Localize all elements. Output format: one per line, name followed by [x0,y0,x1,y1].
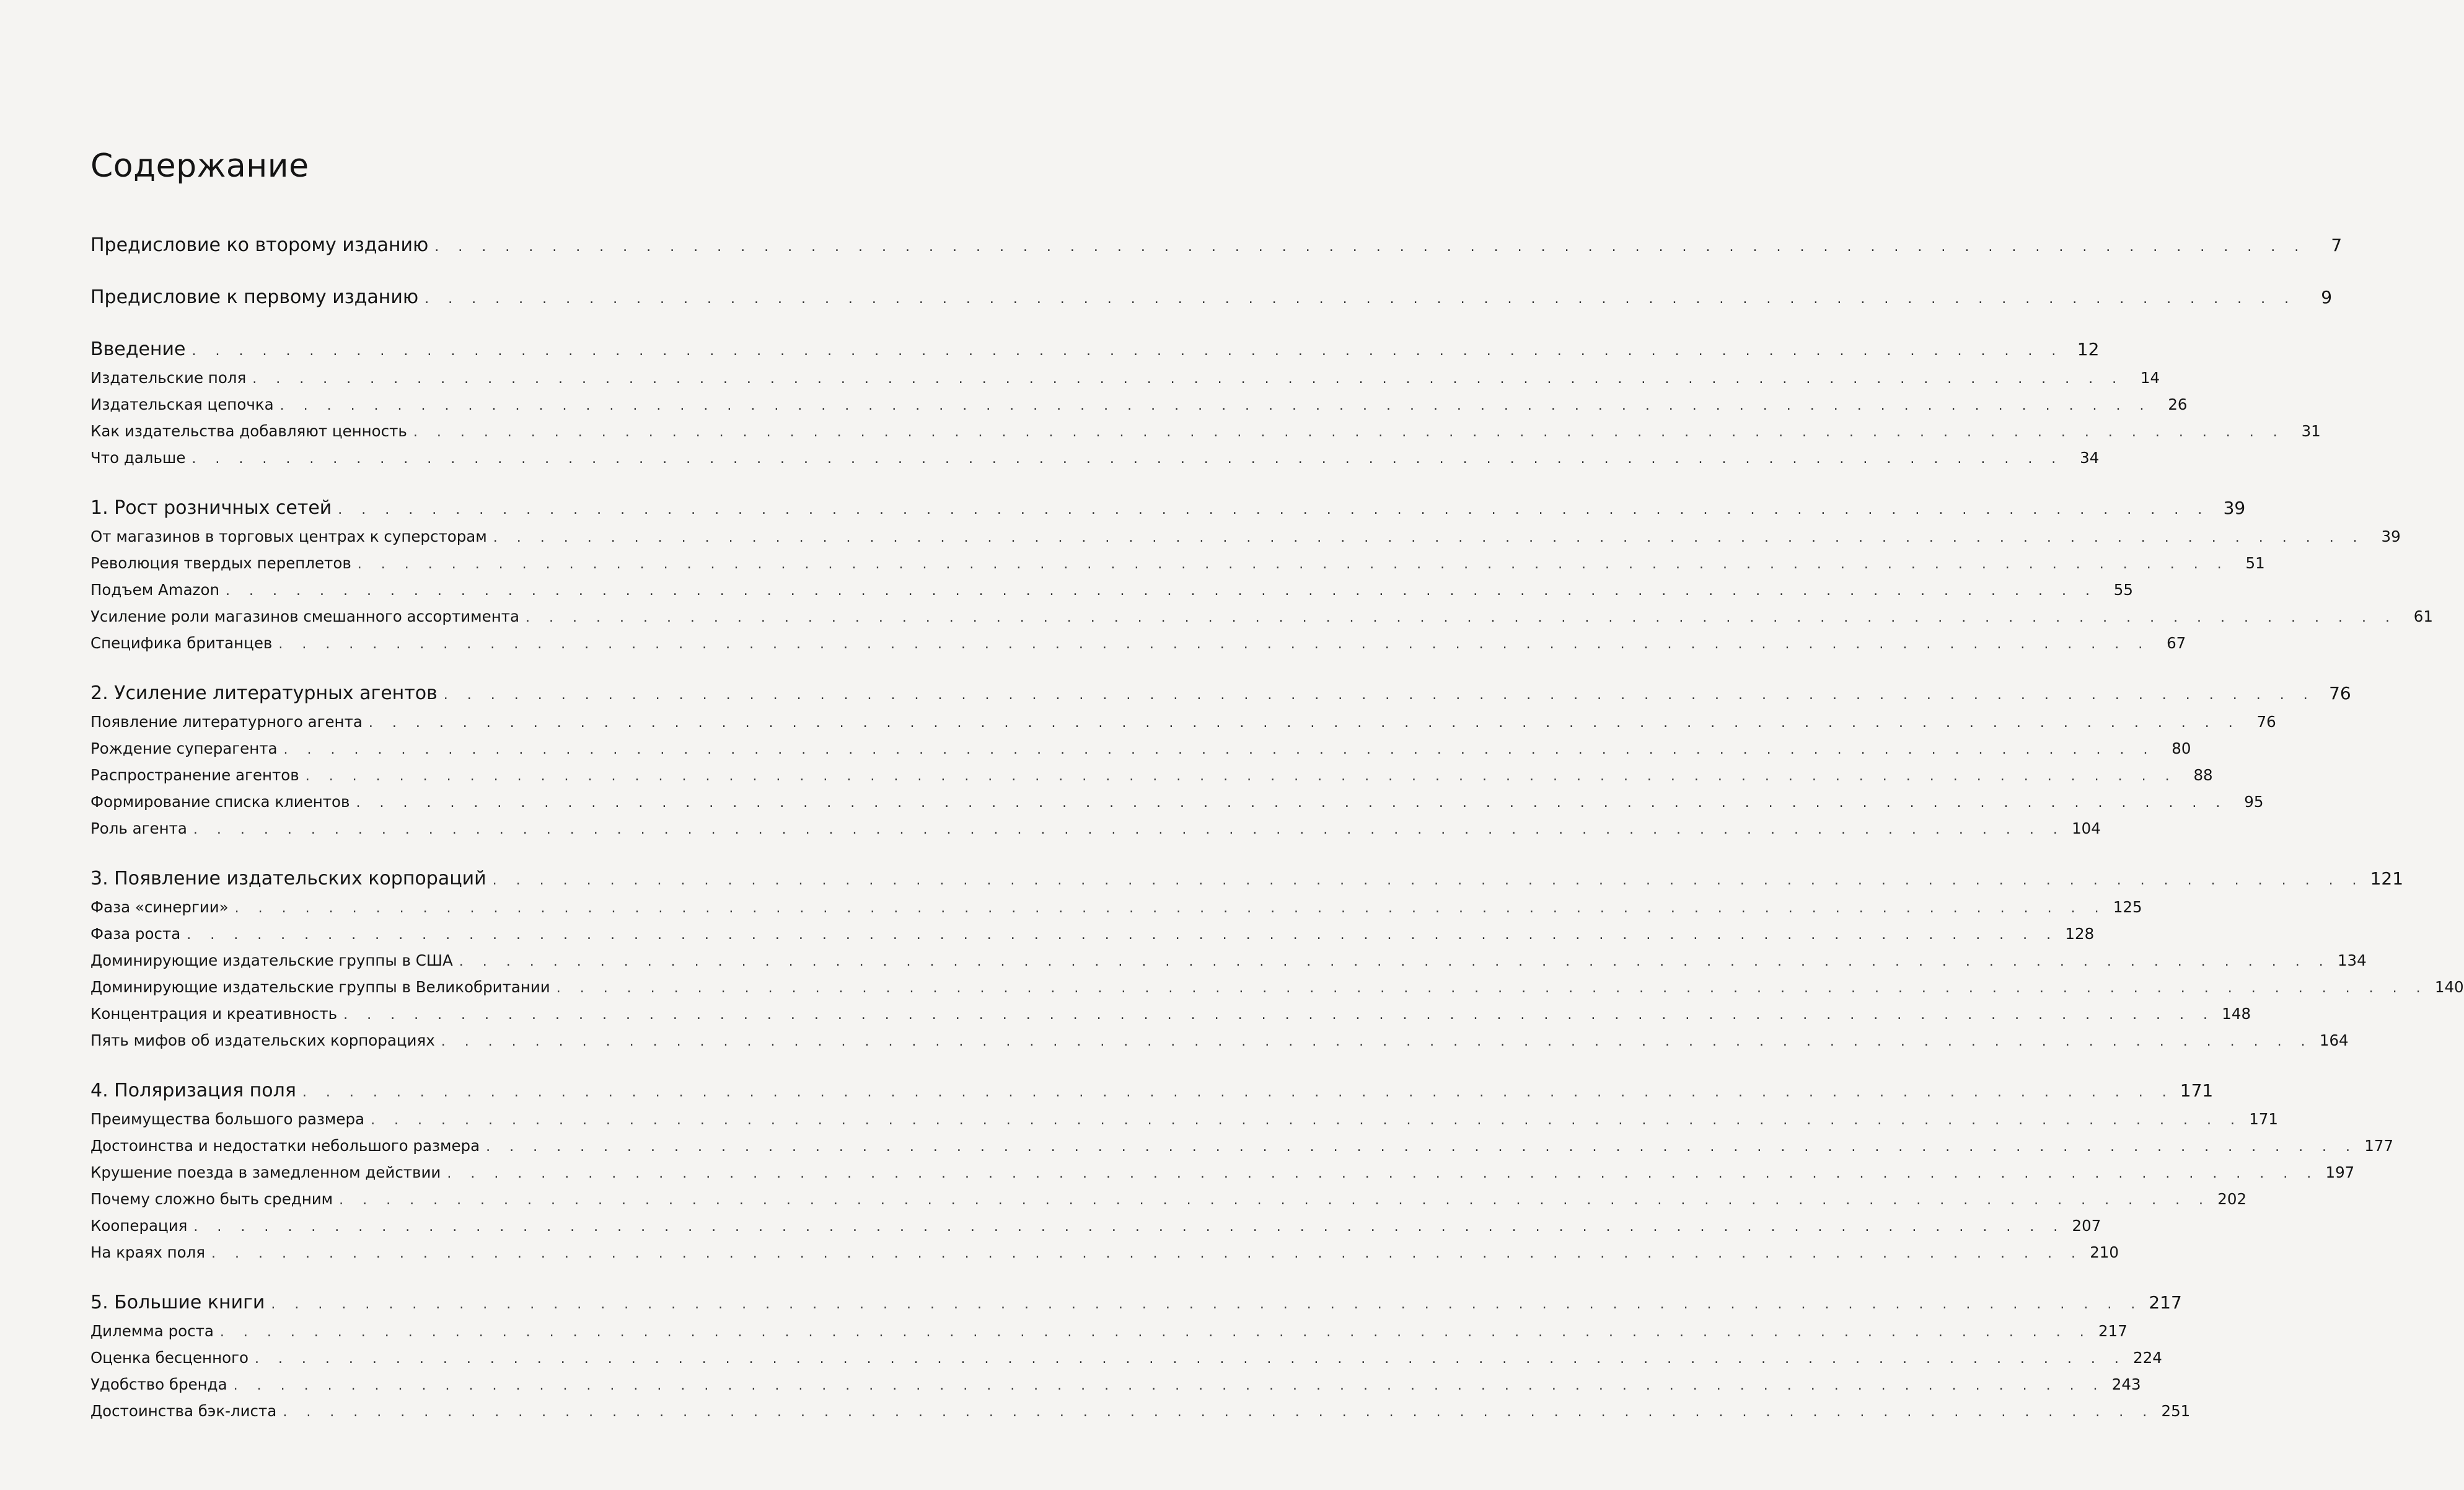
toc-section-entry [90,364,2160,391]
toc-section-entry [90,1344,2162,1371]
toc-chapter-entry [90,335,2100,364]
toc-entry-label: Пять мифов об издательских корпорациях [90,1031,435,1049]
toc-entry-label: Подъем Amazon [90,581,220,599]
toc-section-entry [90,1132,2394,1159]
dot-leader: . . . . . . . . . . . . . . . . . . . . . . . . . . . . . . . . . . . . . . . . . . . . . . . . . . . . . . . . . . . . . . . . . . . . . . . . . . . . . . . . [443,687,2315,703]
toc-page-number: 14 [2140,369,2160,387]
toc-section-entry [90,1212,2101,1239]
toc-entry-label: Усиление роли магазинов смешанного ассортимента [90,607,520,625]
toc-page-number: 7 [2331,235,2343,255]
dot-leader: . . . . . . . . . . . . . . . . . . . . . . . . . . . . . . . . . . . . . . . . . . . . . . . . . . . . . . . . . . . . . . . . . . . . . . . . . . . . . . . . [191,451,2064,467]
toc-page-number: 61 [2413,607,2433,625]
toc-entry-label: От магазинов в торговых центрах к суперсторам [90,527,487,545]
toc-page-number: 171 [2249,1110,2278,1128]
toc-page-number: 164 [2319,1031,2349,1049]
toc-entry-label: Предисловие к первому изданию [90,286,419,308]
toc-page-number: 104 [2072,819,2101,837]
toc-chapter-entry [90,493,2246,523]
toc-entry-label: Введение [90,338,186,360]
section-gap [90,842,819,864]
toc-page-number: 125 [2113,898,2142,916]
toc-page-number: 243 [2111,1375,2141,1393]
toc-page-number: 55 [2113,581,2133,599]
dot-leader: . . . . . . . . . . . . . . . . . . . . . . . . . . . . . . . . . . . . . . . . . . . . . . . . . . . . . . . . . . . . . . . . . . . . . . . . . . . . . . . . [556,981,2428,996]
section-gap [90,1266,819,1288]
toc-page-number: 76 [2329,683,2351,703]
section-gap [90,656,819,679]
toc-section-entry [90,1398,2191,1424]
page-title: Содержание [90,148,309,185]
dot-leader: . . . . . . . . . . . . . . . . . . . . . . . . . . . . . . . . . . . . . . . . . . . . . . . . . . . . . . . . . . . . . . . . . . . . . . . . . . . . . . . . [279,398,2152,413]
dot-leader: . . . . . . . . . . . . . . . . . . . . . . . . . . . . . . . . . . . . . . . . . . . . . . . . . . . . . . . . . . . . . . . . . . . . . . . . . . . . . . . . [226,583,2097,599]
toc-section-entry [90,391,2188,418]
toc-entry-label: Революция твердых переплетов [90,554,351,572]
dot-leader: . . . . . . . . . . . . . . . . . . . . . . . . . . . . . . . . . . . . . . . . . . . . . . . . . . . . . . . . . . . . . . . . . . . . . . . . . . . . . . . . [211,1246,2083,1261]
toc-section-entry [90,523,2401,550]
toc-page-number: 202 [2217,1190,2247,1208]
section-gap [90,1054,819,1076]
toc-entry-label: Почему сложно быть средним [90,1190,333,1208]
toc-page-number: 12 [2077,339,2100,359]
toc-page-number: 80 [2171,739,2191,757]
toc-section-entry [90,1159,2355,1186]
toc-section-entry [90,708,2276,735]
toc-entry-label: Достоинства и недостатки небольшого размера [90,1137,480,1155]
toc-entry-label: Рождение суперагента [90,739,278,757]
toc-entry-label: Распространение агентов [90,766,299,784]
section-gap [90,471,819,493]
toc-page-number: 9 [2321,287,2333,307]
toc-page-number: 128 [2065,925,2095,943]
toc-chapter-entry [90,231,2343,260]
toc-section-entry [90,576,2133,603]
toc-entry-label: 4. Поляризация поля [90,1080,296,1101]
dot-leader: . . . . . . . . . . . . . . . . . . . . . . . . . . . . . . . . . . . . . . . . . . . . . . . . . . . . . . . . . . . . . . . . . . . . . . . . . . . . . . . . [254,1351,2126,1367]
toc-page-number: 76 [2256,713,2276,731]
toc-page-number: 88 [2193,766,2213,784]
dot-leader: . . . . . . . . . . . . . . . . . . . . . . . . . . . . . . . . . . . . . . . . . . . . . . . . . . . . . . . . . . . . . . . . . . . . . . . . . . . . . . . . [219,1325,2092,1340]
toc-page-number: 148 [2222,1005,2251,1023]
toc-page-number: 171 [2180,1080,2214,1101]
toc-section-entry [90,603,2433,630]
dot-leader: . . . . . . . . . . . . . . . . . . . . . . . . . . . . . . . . . . . . . . . . . . . . . . . . . . . . . . . . . . . . . . . . . . . . . . . . . . . . . . . . [413,425,2285,440]
dot-leader: . . . . . . . . . . . . . . . . . . . . . . . . . . . . . . . . . . . . . . . . . . . . . . . . . . . . . . . . . . . . . . . . . . . . . . . . . . . . . . . . [447,1166,2319,1181]
toc-section-entry [90,630,2186,656]
dot-leader: . . . . . . . . . . . . . . . . . . . . . . . . . . . . . . . . . . . . . . . . . . . . . . . . . . . . . . . . . . . . . . . . . . . . . . . . . . . . . . . . [493,530,2365,545]
dot-leader: . . . . . . . . . . . . . . . . . . . . . . . . . . . . . . . . . . . . . . . . . . . . . . . . . . . . . . . . . . . . . . . . . . . . . . . . . . . . . . . . [441,1034,2313,1049]
dot-leader: . . . . . . . . . . . . . . . . . . . . . . . . . . . . . . . . . . . . . . . . . . . . . . . . . . . . . . . . . . . . . . . . . . . . . . . . . . . . . . . . [283,1404,2155,1420]
dot-leader: . . . . . . . . . . . . . . . . . . . . . . . . . . . . . . . . . . . . . . . . . . . . . . . . . . . . . . . . . . . . . . . . . . . . . . . . . . . . . . . . [278,637,2150,652]
toc-page-number: 39 [2381,527,2401,545]
toc-section-entry [90,1239,2119,1266]
toc-entry-label: Кооперация [90,1217,188,1235]
toc-entry-label: Предисловие ко второму изданию [90,234,429,256]
toc-chapter-entry [90,864,2404,894]
dot-leader: . . . . . . . . . . . . . . . . . . . . . . . . . . . . . . . . . . . . . . . . . . . . . . . . . . . . . . . . . . . . . . . . . . . . . . . . . . . . . . . . [233,1378,2105,1393]
toc-section-entry [90,762,2213,788]
toc-entry-label: Формирование списка клиентов [90,793,350,811]
toc-section-entry [90,1186,2247,1212]
toc-entry-label: Доминирующие издательские группы в США [90,951,453,969]
toc-page-number: 51 [2245,554,2265,572]
dot-leader: . . . . . . . . . . . . . . . . . . . . . . . . . . . . . . . . . . . . . . . . . . . . . . . . . . . . . . . . . . . . . . . . . . . . . . . . . . . . . . . . [234,901,2106,916]
toc-entry-label: Удобство бренда [90,1375,227,1393]
toc-entry-label: Дилемма роста [90,1322,214,1340]
dot-leader: . . . . . . . . . . . . . . . . . . . . . . . . . . . . . . . . . . . . . . . . . . . . . . . . . . . . . . . . . . . . . . . . . . . . . . . . . . . . . . . . [425,291,2297,307]
toc-entry-label: 5. Большие книги [90,1292,265,1313]
toc-entry-label: 2. Усиление литературных агентов [90,682,438,704]
toc-section-entry [90,444,2100,471]
toc-section-entry [90,550,2265,576]
toc-page-number: 217 [2098,1322,2127,1340]
dot-leader: . . . . . . . . . . . . . . . . . . . . . . . . . . . . . . . . . . . . . . . . . . . . . . . . . . . . . . . . . . . . . . . . . . . . . . . . . . . . . . . . [193,1219,2066,1235]
toc-entry-label: 1. Рост розничных сетей [90,497,332,519]
toc-page-number: 34 [2080,449,2100,467]
toc-section-entry [90,1000,2251,1027]
toc-chapter-entry [90,1076,2214,1106]
toc-section-entry [90,1027,2349,1054]
dot-leader: . . . . . . . . . . . . . . . . . . . . . . . . . . . . . . . . . . . . . . . . . . . . . . . . . . . . . . . . . . . . . . . . . . . . . . . . . . . . . . . . [343,1007,2215,1023]
toc-chapter-entry [90,283,2333,312]
toc-section-entry [90,418,2321,444]
toc-entry-label: Концентрация и креативность [90,1005,338,1023]
toc-entry-label: Оценка бесценного [90,1349,249,1367]
dot-leader: . . . . . . . . . . . . . . . . . . . . . . . . . . . . . . . . . . . . . . . . . . . . . . . . . . . . . . . . . . . . . . . . . . . . . . . . . . . . . . . . [271,1297,2143,1312]
dot-leader: . . . . . . . . . . . . . . . . . . . . . . . . . . . . . . . . . . . . . . . . . . . . . . . . . . . . . . . . . . . . . . . . . . . . . . . . . . . . . . . . [191,343,2064,359]
toc-entry-label: На краях поля [90,1243,206,1261]
toc-page-number: 251 [2161,1402,2191,1420]
toc-section-entry [90,1371,2141,1398]
toc-page-number: 134 [2337,951,2367,969]
dot-leader: . . . . . . . . . . . . . . . . . . . . . . . . . . . . . . . . . . . . . . . . . . . . . . . . . . . . . . . . . . . . . . . . . . . . . . . . . . . . . . . . [371,1113,2242,1128]
section-gap [90,260,819,283]
toc-section-entry [90,1318,2127,1344]
toc-page-number: 67 [2167,634,2186,652]
toc-chapter-entry [90,679,2351,708]
toc-section-entry [90,815,2101,842]
toc-entry-label: Роль агента [90,819,187,837]
dot-leader: . . . . . . . . . . . . . . . . . . . . . . . . . . . . . . . . . . . . . . . . . . . . . . . . . . . . . . . . . . . . . . . . . . . . . . . . . . . . . . . . [305,769,2177,784]
toc-page-number: 207 [2072,1217,2101,1235]
dot-leader: . . . . . . . . . . . . . . . . . . . . . . . . . . . . . . . . . . . . . . . . . . . . . . . . . . . . . . . . . . . . . . . . . . . . . . . . . . . . . . . . [526,610,2397,625]
dot-leader: . . . . . . . . . . . . . . . . . . . . . . . . . . . . . . . . . . . . . . . . . . . . . . . . . . . . . . . . . . . . . . . . . . . . . . . . . . . . . . . . [434,239,2307,255]
toc-entry-label: Издательская цепочка [90,395,274,413]
dot-leader: . . . . . . . . . . . . . . . . . . . . . . . . . . . . . . . . . . . . . . . . . . . . . . . . . . . . . . . . . . . . . . . . . . . . . . . . . . . . . . . . [338,502,2210,518]
toc-section-entry [90,947,2367,974]
toc-section-entry [90,1106,2278,1132]
toc-chapter-entry [90,1288,2182,1318]
toc-section-entry [90,788,2264,815]
dot-leader: . . . . . . . . . . . . . . . . . . . . . . . . . . . . . . . . . . . . . . . . . . . . . . . . . . . . . . . . . . . . . . . . . . . . . . . . . . . . . . . . [302,1085,2174,1100]
toc-section-entry [90,974,2464,1000]
table-of-contents [90,231,2464,1424]
dot-leader: . . . . . . . . . . . . . . . . . . . . . . . . . . . . . . . . . . . . . . . . . . . . . . . . . . . . . . . . . . . . . . . . . . . . . . . . . . . . . . . . [193,822,2065,837]
toc-page-number: 210 [2090,1243,2119,1261]
toc-entry-label: Как издательства добавляют ценность [90,422,407,440]
dot-leader: . . . . . . . . . . . . . . . . . . . . . . . . . . . . . . . . . . . . . . . . . . . . . . . . . . . . . . . . . . . . . . . . . . . . . . . . . . . . . . . . [187,927,2059,943]
dot-leader: . . . . . . . . . . . . . . . . . . . . . . . . . . . . . . . . . . . . . . . . . . . . . . . . . . . . . . . . . . . . . . . . . . . . . . . . . . . . . . . . [486,1139,2358,1155]
toc-entry-label: Что дальше [90,449,186,467]
dot-leader: . . . . . . . . . . . . . . . . . . . . . . . . . . . . . . . . . . . . . . . . . . . . . . . . . . . . . . . . . . . . . . . . . . . . . . . . . . . . . . . . [339,1192,2211,1208]
toc-page-number: 39 [2223,498,2246,518]
dot-leader: . . . . . . . . . . . . . . . . . . . . . . . . . . . . . . . . . . . . . . . . . . . . . . . . . . . . . . . . . . . . . . . . . . . . . . . . . . . . . . . . [459,954,2331,969]
toc-entry-label: Фаза роста [90,925,181,943]
toc-page-number: 224 [2133,1349,2162,1367]
section-gap [90,312,819,335]
toc-entry-label: Издательские поля [90,369,247,387]
toc-entry-label: Крушение поезда в замедленном действии [90,1163,441,1181]
toc-entry-label: Доминирующие издательские группы в Великобритании [90,978,550,996]
dot-leader: . . . . . . . . . . . . . . . . . . . . . . . . . . . . . . . . . . . . . . . . . . . . . . . . . . . . . . . . . . . . . . . . . . . . . . . . . . . . . . . . [252,371,2124,387]
toc-entry-label: Достоинства бэк-листа [90,1402,277,1420]
toc-entry-label: Появление литературного агента [90,713,363,731]
toc-page-number: 121 [2370,868,2404,889]
toc-page-number: 31 [2301,422,2321,440]
dot-leader: . . . . . . . . . . . . . . . . . . . . . . . . . . . . . . . . . . . . . . . . . . . . . . . . . . . . . . . . . . . . . . . . . . . . . . . . . . . . . . . . [283,742,2155,757]
toc-section-entry [90,894,2142,920]
toc-page-number: 217 [2149,1292,2182,1313]
toc-page-number: 95 [2244,793,2264,811]
toc-section-entry [90,920,2095,947]
toc-entry-label: Преимущества большого размера [90,1110,365,1128]
dot-leader: . . . . . . . . . . . . . . . . . . . . . . . . . . . . . . . . . . . . . . . . . . . . . . . . . . . . . . . . . . . . . . . . . . . . . . . . . . . . . . . . [356,795,2228,811]
dot-leader: . . . . . . . . . . . . . . . . . . . . . . . . . . . . . . . . . . . . . . . . . . . . . . . . . . . . . . . . . . . . . . . . . . . . . . . . . . . . . . . . [492,873,2364,888]
toc-page-number: 177 [2364,1137,2394,1155]
toc-entry-label: Фаза «синергии» [90,898,229,916]
dot-leader: . . . . . . . . . . . . . . . . . . . . . . . . . . . . . . . . . . . . . . . . . . . . . . . . . . . . . . . . . . . . . . . . . . . . . . . . . . . . . . . . [368,715,2240,731]
toc-entry-label: 3. Появление издательских корпораций [90,868,486,889]
toc-section-entry [90,735,2191,762]
toc-page-number: 197 [2325,1163,2355,1181]
dot-leader: . . . . . . . . . . . . . . . . . . . . . . . . . . . . . . . . . . . . . . . . . . . . . . . . . . . . . . . . . . . . . . . . . . . . . . . . . . . . . . . . [357,557,2229,572]
toc-entry-label: Специфика британцев [90,634,273,652]
toc-page-number: 140 [2434,978,2464,996]
toc-page-number: 26 [2168,395,2188,413]
